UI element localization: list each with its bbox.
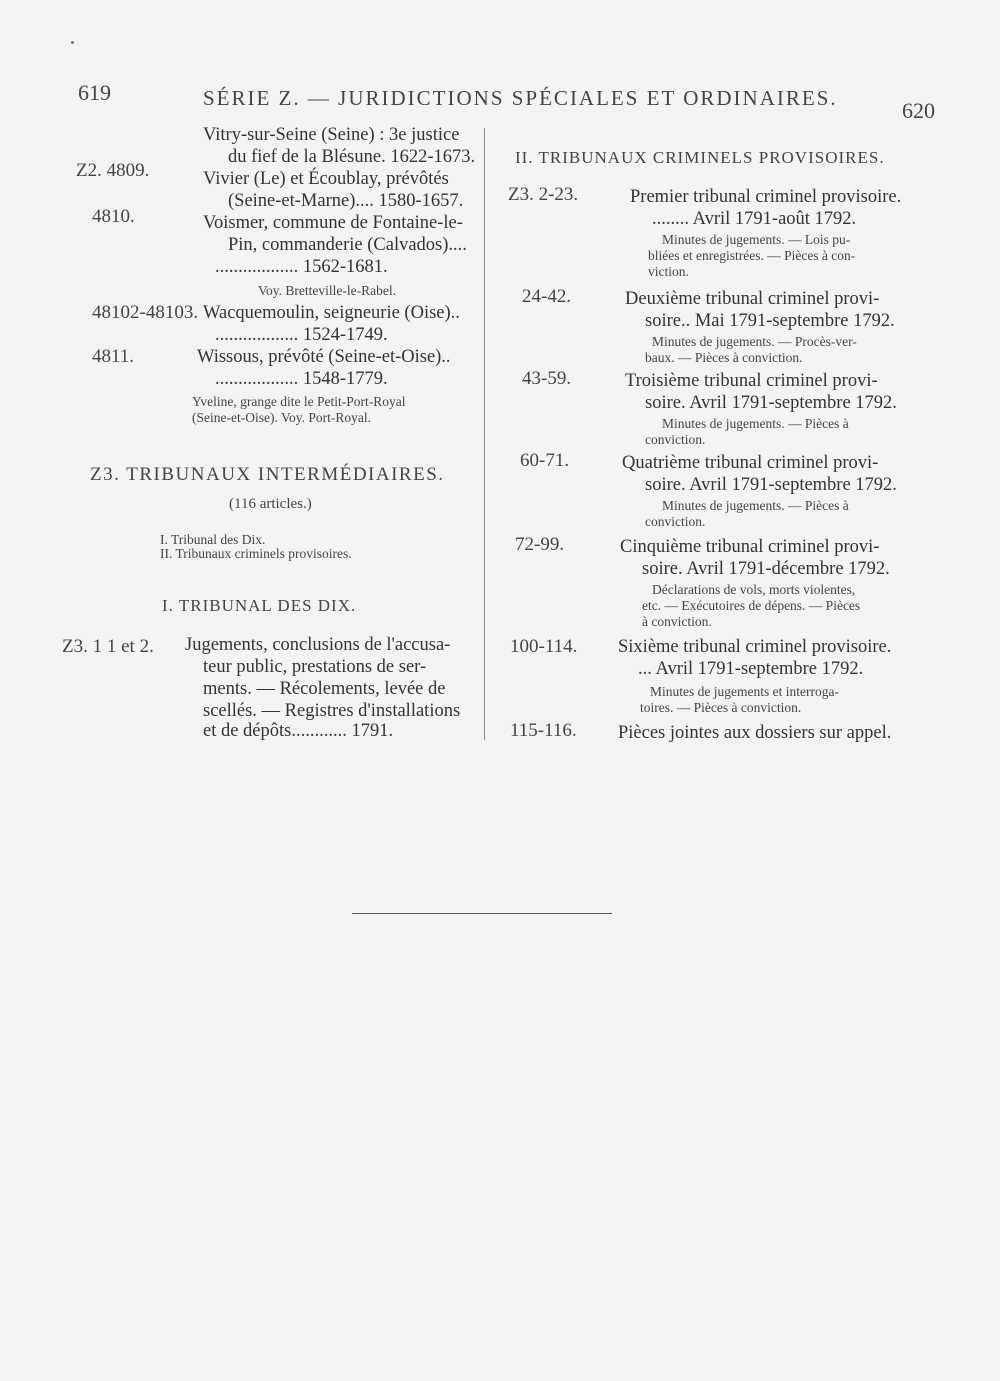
entry-troisieme-line-1: Troisième tribunal criminel provi- bbox=[625, 371, 878, 391]
entry-number-100-114: 100-114. bbox=[510, 636, 578, 657]
subsection-title-tribunal-des-dix: I. TRIBUNAL DES DIX. bbox=[162, 596, 357, 615]
entry-dix-line-2: teur public, prestations de ser- bbox=[203, 657, 427, 677]
entry-vitry-line-1: Vitry-sur-Seine (Seine) : 3e justice bbox=[203, 125, 460, 145]
entry-number-z3-1: Z3. 1 1 et 2. bbox=[62, 636, 154, 657]
entry-dix-line-3: ments. — Récolements, levée de bbox=[203, 679, 446, 699]
running-header: SÉRIE Z. — JURIDICTIONS SPÉCIALES ET ORDINAIRES. bbox=[203, 86, 838, 110]
entry-wacquemoulin-line-2: .................. 1524-1749. bbox=[215, 325, 388, 345]
entry-pieces-jointes: Pièces jointes aux dossiers sur appel. bbox=[618, 723, 892, 743]
entry-number-4811: 4811. bbox=[92, 346, 135, 367]
entry-troisieme-note-2: conviction. bbox=[645, 432, 706, 447]
entry-vitry-line-2: du fief de la Blésune. 1622-1673. bbox=[228, 147, 476, 167]
entry-deuxieme-line-2: soire.. Mai 1791-septembre 1792. bbox=[645, 311, 895, 331]
entry-cinquieme-note-3: à conviction. bbox=[642, 614, 712, 629]
entry-voismer-note: Voy. Bretteville-le-Rabel. bbox=[258, 283, 396, 298]
entry-number-72-99: 72-99. bbox=[515, 534, 565, 555]
section-article-count: (116 articles.) bbox=[229, 496, 312, 512]
entry-premier-line-1: Premier tribunal criminel provisoire. bbox=[630, 187, 902, 207]
entry-quatrieme-note-1: Minutes de jugements. — Pièces à bbox=[662, 498, 849, 513]
entry-premier-note-1: Minutes de jugements. — Lois pu- bbox=[662, 232, 851, 247]
entry-number-4810: 4810. bbox=[92, 206, 135, 227]
entry-vivier-line-2: (Seine-et-Marne).... 1580-1657. bbox=[228, 191, 464, 211]
end-rule bbox=[352, 913, 612, 914]
entry-number-4810-bis: 48102-48103. bbox=[92, 302, 199, 323]
entry-dix-line-4: scellés. — Registres d'installations bbox=[203, 701, 461, 721]
entry-premier-line-2: ........ Avril 1791-août 1792. bbox=[652, 209, 857, 229]
entry-premier-note-2: bliées et enregistrées. — Pièces à con- bbox=[648, 248, 856, 263]
entry-voismer-line-2: Pin, commanderie (Calvados).... bbox=[228, 235, 467, 255]
entry-premier-note-3: viction. bbox=[648, 264, 689, 279]
entry-voismer-line-1: Voismer, commune de Fontaine-le- bbox=[203, 213, 463, 233]
entry-dix-line-5: et de dépôts............ 1791. bbox=[203, 721, 394, 741]
entry-quatrieme-line-2: soire. Avril 1791-septembre 1792. bbox=[645, 475, 897, 495]
entry-number-2-23: Z3. 2-23. bbox=[508, 184, 579, 205]
entry-deuxieme-note-1: Minutes de jugements. — Procès-ver- bbox=[652, 334, 857, 349]
entry-vivier-line-1: Vivier (Le) et Écoublay, prévôtés bbox=[203, 169, 449, 189]
entry-number-60-71: 60-71. bbox=[520, 450, 570, 471]
entry-sixieme-line-1: Sixième tribunal criminel provisoire. bbox=[618, 637, 892, 657]
toc-item-2: II. Tribunaux criminels provisoires. bbox=[160, 546, 352, 561]
entry-yveline-note-1: Yveline, grange dite le Petit-Port-Royal bbox=[192, 394, 406, 409]
subsection-title-criminels-provisoires: II. TRIBUNAUX CRIMINELS PROVISOIRES. bbox=[515, 148, 885, 167]
entry-cinquieme-note-2: etc. — Exécutoires de dépens. — Pièces bbox=[642, 598, 861, 613]
entry-quatrieme-line-1: Quatrième tribunal criminel provi- bbox=[622, 453, 879, 473]
section-title-z3: Z3. TRIBUNAUX INTERMÉDIAIRES. bbox=[90, 464, 445, 485]
entry-quatrieme-note-2: conviction. bbox=[645, 514, 706, 529]
entry-wissous-line-2: .................. 1548-1779. bbox=[215, 369, 388, 389]
entry-yveline-note-2: (Seine-et-Oise). Voy. Port-Royal. bbox=[192, 410, 371, 425]
entry-number-43-59: 43-59. bbox=[522, 368, 572, 389]
entry-number-115-116: 115-116. bbox=[510, 720, 577, 741]
ink-speck bbox=[71, 41, 74, 44]
entry-wacquemoulin-line-1: Wacquemoulin, seigneurie (Oise).. bbox=[203, 303, 460, 323]
entry-number-4809: Z2. 4809. bbox=[76, 160, 150, 181]
entry-deuxieme-note-2: baux. — Pièces à conviction. bbox=[645, 350, 803, 365]
entry-deuxieme-line-1: Deuxième tribunal criminel provi- bbox=[625, 289, 880, 309]
entry-cinquieme-line-1: Cinquième tribunal criminel provi- bbox=[620, 537, 880, 557]
column-divider bbox=[484, 128, 485, 740]
entry-wissous-line-1: Wissous, prévôté (Seine-et-Oise).. bbox=[197, 347, 451, 367]
entry-cinquieme-note-1: Déclarations de vols, morts violentes, bbox=[652, 582, 856, 597]
entry-voismer-line-3: .................. 1562-1681. bbox=[215, 257, 388, 277]
entry-troisieme-line-2: soire. Avril 1791-septembre 1792. bbox=[645, 393, 897, 413]
right-page-number: 620 bbox=[902, 98, 935, 123]
entry-dix-line-1: Jugements, conclusions de l'accusa- bbox=[185, 635, 451, 655]
entry-number-24-42: 24-42. bbox=[522, 286, 572, 307]
entry-sixieme-note-1: Minutes de jugements et interroga- bbox=[650, 684, 839, 699]
entry-sixieme-line-2: ... Avril 1791-septembre 1792. bbox=[638, 659, 864, 679]
entry-sixieme-note-2: toires. — Pièces à conviction. bbox=[640, 700, 802, 715]
entry-cinquieme-line-2: soire. Avril 1791-décembre 1792. bbox=[642, 559, 890, 579]
entry-troisieme-note-1: Minutes de jugements. — Pièces à bbox=[662, 416, 849, 431]
left-page-number: 619 bbox=[78, 80, 111, 105]
toc-item-1: I. Tribunal des Dix. bbox=[160, 532, 266, 547]
